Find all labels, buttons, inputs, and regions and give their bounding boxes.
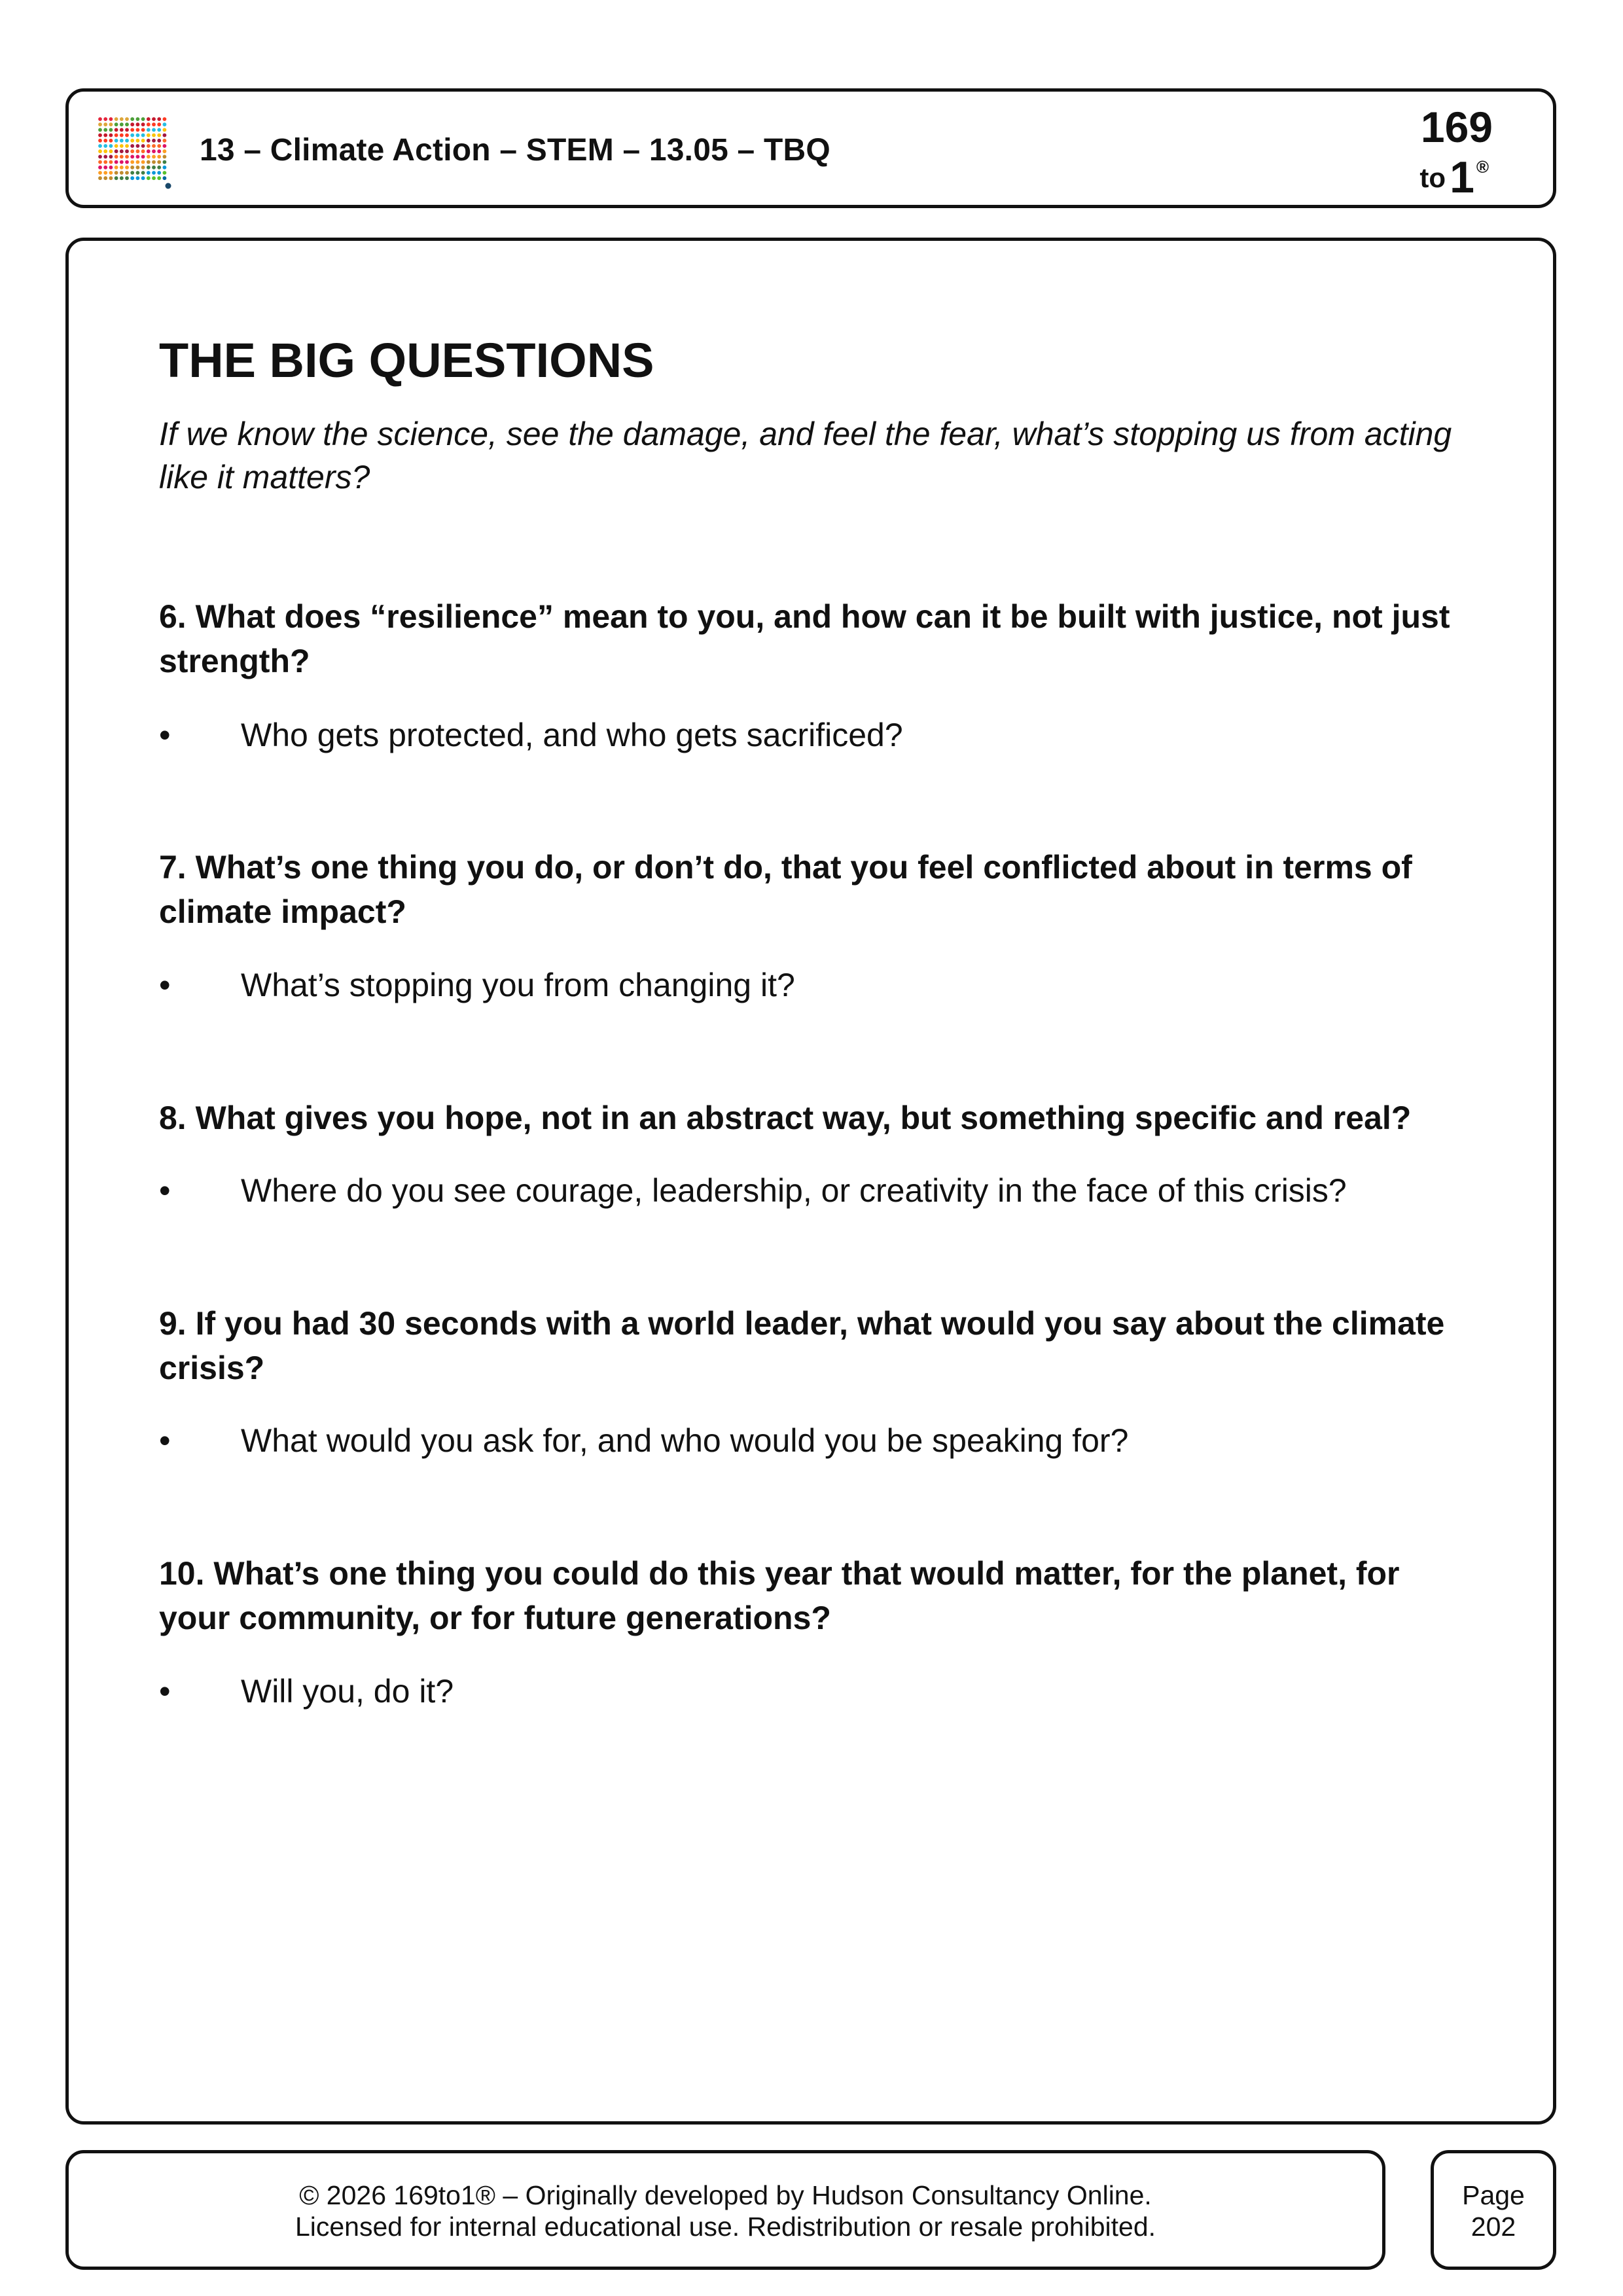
bullet-text: Where do you see courage, leadership, or creativity in the face of this crisis? — [241, 1172, 1347, 1209]
brand-registered-mark: ® — [1476, 157, 1489, 177]
brand-to: to — [1419, 162, 1446, 193]
content-panel — [65, 238, 1556, 2125]
bullet-text: What’s stopping you from changing it? — [241, 967, 795, 1003]
header-bar — [65, 88, 1556, 208]
dotted-grid-logo-icon — [96, 115, 171, 189]
page-number-box — [1431, 2150, 1556, 2270]
brand-number: 169 — [1420, 103, 1493, 151]
bullet-icon: • — [159, 717, 171, 753]
copyright-line: © 2026 169to1® – Originally developed by Hudson Consultancy Online. — [299, 2180, 1152, 2210]
bullet-text: Will you, do it? — [241, 1673, 454, 1710]
brand-mark — [1395, 98, 1506, 203]
question-10: 10. What’s one thing you could do this year that would matter, for the planet, for your community, or for future generations? — [159, 1555, 1400, 1636]
page-label: Page — [1462, 2180, 1525, 2210]
brand-one: 1 — [1450, 152, 1474, 202]
license-line: Licensed for internal educational use. Redistribution or resale prohibited. — [294, 2212, 1156, 2242]
document-title: 13 – Climate Action – STEM – 13.05 – TBQ — [200, 133, 830, 168]
page-title: THE BIG QUESTIONS — [159, 333, 654, 387]
question-8: 8. What gives you hope, not in an abstract way, but something specific and real? — [159, 1100, 1412, 1136]
question-6: 6. What does “resilience” mean to you, and how can it be built with justice, not just strength? — [159, 598, 1450, 679]
bullet-icon: • — [159, 1172, 171, 1209]
question-7: 7. What’s one thing you do, or don’t do, that you feel conflicted about in terms of climate impact? — [159, 849, 1412, 930]
question-9: 9. If you had 30 seconds with a world leader, what would you say about the climate crisis? — [159, 1305, 1445, 1386]
bullet-icon: • — [159, 1422, 171, 1459]
page-number: 202 — [1471, 2212, 1516, 2242]
bullet-icon: • — [159, 1673, 171, 1710]
bullet-icon: • — [159, 967, 171, 1003]
page-subtitle: If we know the science, see the damage, and feel the fear, what’s stopping us from acting like it matters? — [159, 416, 1452, 495]
bullet-text: What would you ask for, and who would you be speaking for? — [241, 1422, 1129, 1459]
bullet-text: Who gets protected, and who gets sacrificed? — [241, 717, 903, 753]
footer-copyright — [65, 2150, 1385, 2270]
